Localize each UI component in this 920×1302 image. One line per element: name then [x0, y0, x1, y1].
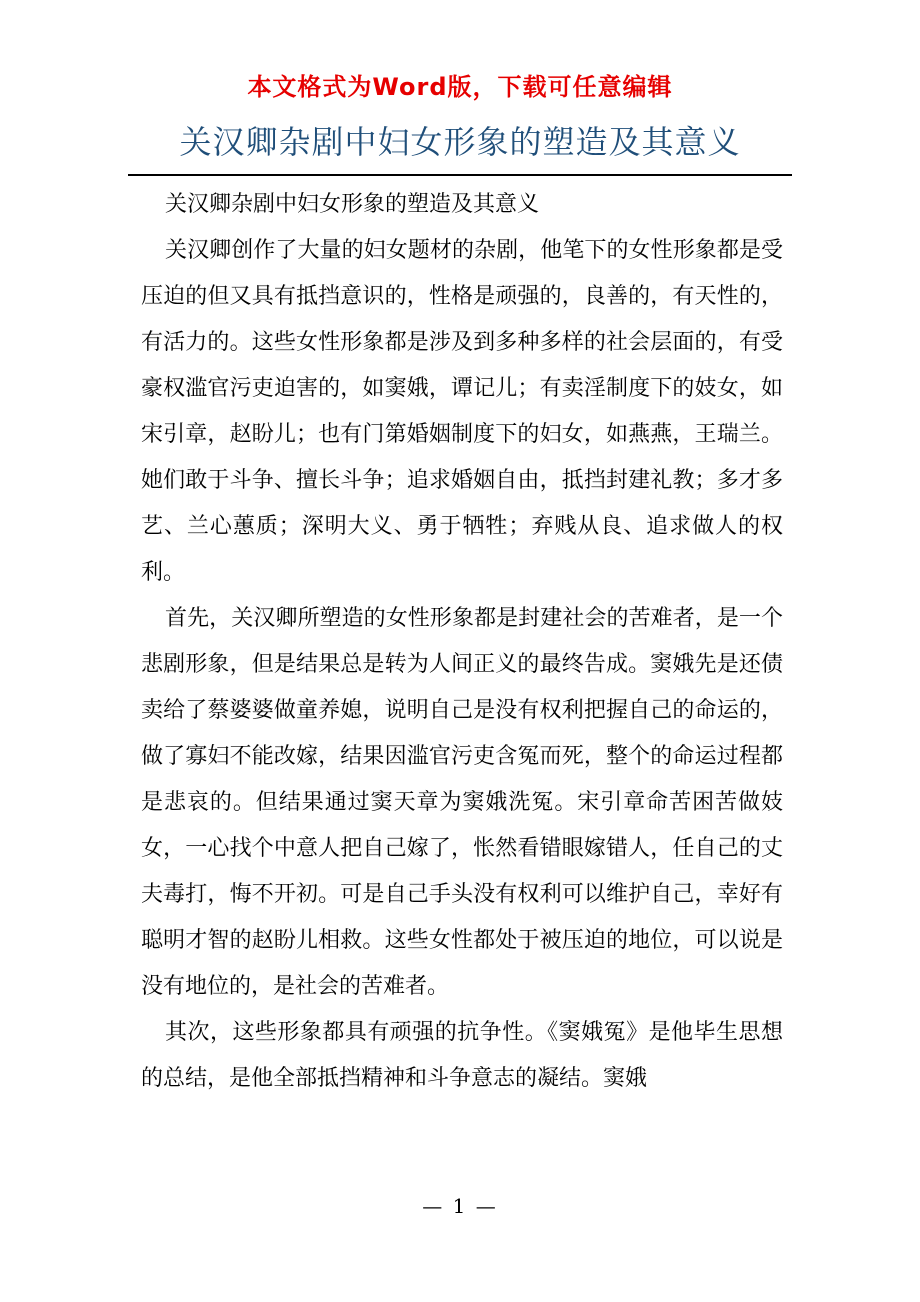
- paragraph: 其次，这些形象都具有顽强的抗争性。《窦娥冤》是他毕生思想的总结，是他全部抵挡精神和斗争意志的凝结。窦娥: [141, 1020, 783, 1091]
- document-body: [141, 182, 783, 1102]
- paragraph: 关汉卿创作了大量的妇女题材的杂剧，他笔下的女性形象都是受压迫的但又具有抵挡意识的，性格是顽强的，良善的，有天性的，有活力的。这些女性形象都是涉及到多种多样的社会层面的，有受豪权滥官污吏迫害的，如窦娥，谭记儿；有卖淫制度下的妓女，如宋引章，赵盼儿；也有门第婚姻制度下的妇女，如燕燕，王瑞兰。她们敢于斗争、擅长斗争；追求婚姻自由，抵挡封建礼教；多才多艺、兰心蕙质；深明大义、勇于牺牲；弃贱从良、追求做人的权利。: [141, 238, 783, 585]
- page-number: — 1 —: [422, 1194, 498, 1218]
- document-title: 关汉卿杂剧中妇女形象的塑造及其意义: [179, 123, 741, 161]
- paragraph: 首先，关汉卿所塑造的女性形象都是封建社会的苦难者，是一个悲剧形象，但是结果总是转为人间正义的最终告成。窦娥先是还债卖给了蔡婆婆做童养媳，说明自己是没有权利把握自己的命运的，做了寡妇不能改嫁，结果因滥官污吏含冤而死，整个的命运过程都是悲哀的。但结果通过窦天章为窦娥洗冤。宋引章命苦困苦做妓女，一心找个中意人把自己嫁了，怅然看错眼嫁错人，任自己的丈夫毒打，悔不开初。可是自己手头没有权利可以维护自己，幸好有聪明才智的赵盼儿相救。这些女性都处于被压迫的地位，可以说是没有地位的，是社会的苦难者。: [141, 606, 783, 999]
- title-divider: [128, 174, 792, 176]
- paragraph-subtitle: 关汉卿杂剧中妇女形象的塑造及其意义: [165, 192, 540, 217]
- format-banner: 本文格式为Word版，下载可任意编辑: [247, 73, 673, 101]
